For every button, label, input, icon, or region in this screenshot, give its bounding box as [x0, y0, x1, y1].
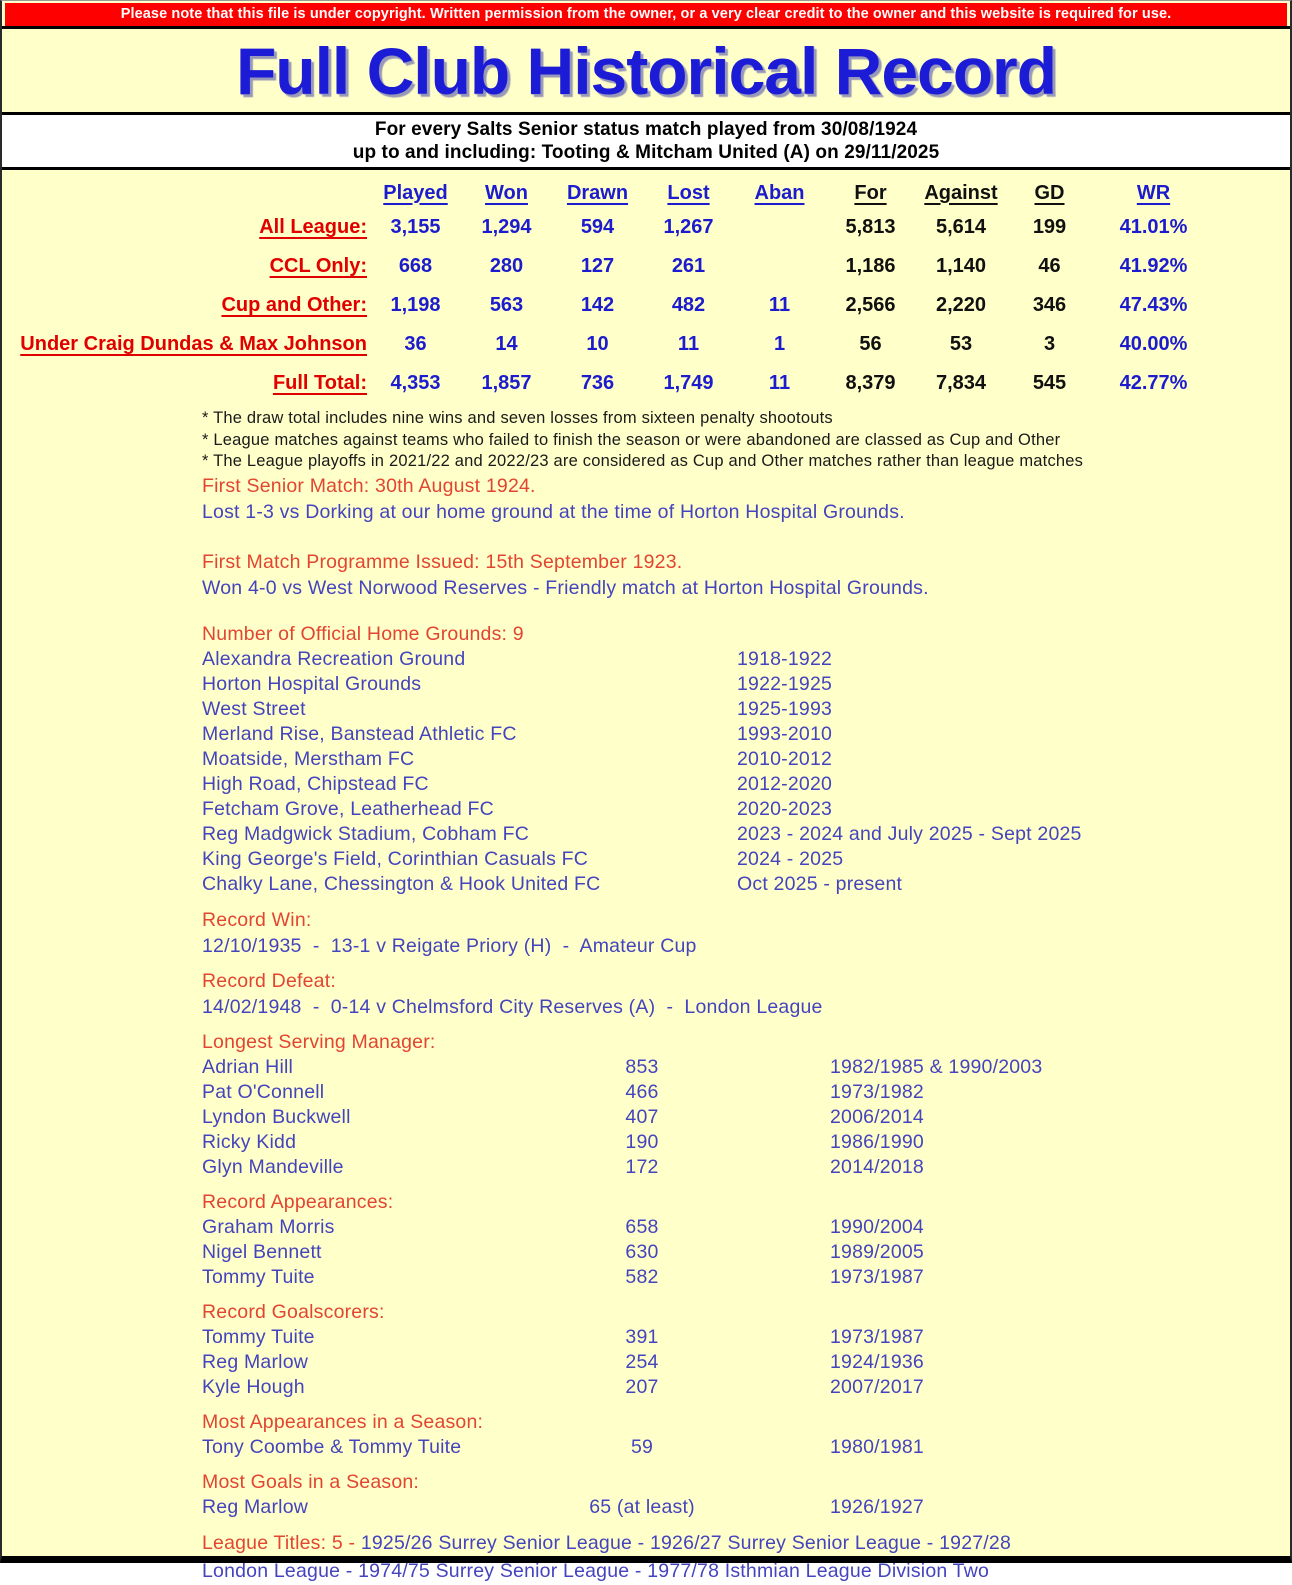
stat-gd: 545 — [1032, 372, 1067, 394]
stat-gd: 346 — [1032, 294, 1067, 316]
stat-played: 4,353 — [390, 372, 441, 394]
record-appearances-heading: Record Appearances: — [202, 1190, 394, 1213]
record-name: Reg Marlow — [202, 1350, 309, 1373]
record-years: 1926/1927 — [830, 1495, 924, 1518]
subtitle-line-1: For every Salts Senior status match played from 30/08/1924 — [374, 118, 918, 140]
record-goalscorers-heading: Record Goalscorers: — [202, 1300, 385, 1323]
footnote: * League matches against teams who failed to finish the season or were abandoned are classed as Cup and Other — [202, 430, 1061, 449]
league-titles-line-1 — [202, 1529, 1270, 1557]
subtitle-line-2: up to and including: Tooting & Mitcham United (A) on 29/11/2025 — [352, 141, 940, 163]
record-goalscorers-section — [202, 1299, 1270, 1400]
stat-won: 563 — [489, 294, 524, 316]
stats-table — [2, 178, 1290, 403]
home-grounds-section — [202, 621, 1270, 897]
most-appearances-season-heading: Most Appearances in a Season: — [202, 1410, 484, 1433]
ground-name: King George's Field, Corinthian Casuals FC — [202, 847, 589, 870]
record-value: 254 — [625, 1350, 659, 1373]
record-years: 1990/2004 — [830, 1215, 924, 1238]
ground-years: 2012-2020 — [737, 772, 833, 795]
ground-name: Fetcham Grove, Leatherhead FC — [202, 797, 494, 820]
record-appearances-list — [202, 1215, 1270, 1290]
ground-years: 2020-2023 — [737, 797, 833, 820]
record-value: 391 — [625, 1325, 659, 1348]
record-name: Ricky Kidd — [202, 1130, 297, 1153]
ground-years: Oct 2025 - present — [737, 872, 903, 895]
stat-lost: 11 — [677, 333, 700, 355]
record-defeat-heading: Record Defeat: — [202, 969, 336, 992]
stat-wr: 41.01% — [1119, 216, 1188, 238]
stat-played: 1,198 — [390, 294, 441, 316]
stat-for: 5,813 — [845, 216, 896, 238]
stat-aban: 11 — [768, 372, 791, 394]
stat-against: 5,614 — [935, 216, 987, 238]
record-value: 466 — [625, 1080, 659, 1103]
most-goals-season-heading: Most Goals in a Season: — [202, 1470, 420, 1493]
stat-lost: 482 — [671, 294, 706, 316]
stat-against: 53 — [949, 333, 973, 355]
stat-lost: 1,267 — [663, 216, 714, 238]
stat-played: 36 — [404, 333, 427, 355]
record-name: Reg Marlow — [202, 1495, 309, 1518]
record-name: Kyle Hough — [202, 1375, 305, 1398]
ground-name: Moatside, Merstham FC — [202, 747, 415, 770]
stat-lost: 1,749 — [663, 372, 714, 394]
stat-gd: 3 — [1043, 333, 1056, 355]
col-header-lost: Lost — [667, 181, 710, 204]
stat-drawn: 594 — [580, 216, 615, 238]
record-name: Adrian Hill — [202, 1055, 294, 1078]
record-years: 1989/2005 — [830, 1240, 924, 1263]
most-goals-season-section — [202, 1469, 1270, 1520]
ground-years: 2024 - 2025 — [737, 847, 844, 870]
record-name: Nigel Bennett — [202, 1240, 322, 1263]
stat-for: 56 — [859, 333, 882, 355]
first-senior-match-heading: First Senior Match: 30th August 1924. — [202, 474, 536, 497]
stat-wr: 42.77% — [1119, 372, 1188, 394]
stat-for: 8,379 — [845, 372, 896, 394]
record-years: 2014/2018 — [830, 1155, 924, 1178]
stat-drawn: 736 — [580, 372, 615, 394]
footnotes — [202, 408, 1270, 473]
first-senior-match-detail: Lost 1-3 vs Dorking at our home ground at the time of Horton Hospital Grounds. — [202, 500, 905, 523]
record-name: Tony Coombe & Tommy Tuite — [202, 1435, 462, 1458]
record-name: Pat O'Connell — [202, 1080, 325, 1103]
record-win-section — [202, 907, 1270, 959]
record-years: 1973/1982 — [830, 1080, 924, 1103]
stats-row-label: All League: — [259, 216, 367, 238]
record-win-heading: Record Win: — [202, 908, 312, 931]
stat-for: 2,566 — [845, 294, 896, 316]
first-programme-heading: First Match Programme Issued: 15th September 1923. — [202, 550, 683, 573]
ground-years: 1993-2010 — [737, 722, 833, 745]
record-name: Tommy Tuite — [202, 1265, 315, 1288]
stat-gd: 199 — [1032, 216, 1067, 238]
stat-against: 7,834 — [935, 372, 987, 394]
col-header-drawn: Drawn — [566, 181, 629, 204]
ground-years: 1918-1922 — [737, 647, 833, 670]
footnote: * The draw total includes nine wins and seven losses from sixteen penalty shootouts — [202, 409, 833, 427]
stat-gd: 46 — [1038, 255, 1061, 277]
record-years: 2006/2014 — [830, 1105, 924, 1128]
record-years: 1980/1981 — [830, 1435, 924, 1458]
ground-name: High Road, Chipstead FC — [202, 772, 429, 795]
record-appearances-section — [202, 1189, 1270, 1290]
stat-won: 14 — [495, 333, 518, 355]
col-header-won: Won — [485, 181, 528, 204]
longest-serving-manager-heading: Longest Serving Manager: — [202, 1030, 436, 1053]
record-years: 1973/1987 — [830, 1265, 924, 1288]
ground-name: Reg Madgwick Stadium, Cobham FC — [202, 822, 529, 845]
most-appearances-season-list — [202, 1435, 1270, 1460]
ground-years: 2023 - 2024 and July 2025 - Sept 2025 — [737, 822, 1082, 845]
longest-serving-manager-section — [202, 1029, 1270, 1180]
record-value: 207 — [625, 1375, 659, 1398]
stat-against: 1,140 — [935, 255, 987, 277]
record-value: 658 — [625, 1215, 659, 1238]
record-years: 1973/1987 — [830, 1325, 924, 1348]
record-value: 65 (at least) — [589, 1495, 695, 1518]
stat-played: 668 — [398, 255, 433, 277]
stat-lost: 261 — [671, 255, 706, 277]
main-content — [2, 170, 1290, 1585]
stats-row-label: Cup and Other: — [221, 294, 367, 316]
stat-drawn: 10 — [586, 333, 609, 355]
record-name: Graham Morris — [202, 1215, 335, 1238]
ground-years: 1925-1993 — [737, 697, 833, 720]
record-value: 59 — [630, 1435, 654, 1458]
record-value: 407 — [625, 1105, 659, 1128]
stat-wr: 40.00% — [1119, 333, 1188, 355]
ground-name: Alexandra Recreation Ground — [202, 647, 466, 670]
home-grounds-heading: Number of Official Home Grounds: 9 — [202, 622, 524, 645]
league-titles-text-1: 1925/26 Surrey Senior League - 1926/27 Surrey Senior League - 1927/28 — [360, 1531, 1011, 1554]
record-years: 1986/1990 — [830, 1130, 924, 1153]
footnote: * The League playoffs in 2021/22 and 2022/23 are considered as Cup and Other matches rather than league matches — [202, 452, 1084, 470]
league-titles-line-2: London League - 1974/75 Surrey Senior League - 1977/78 Isthmian League Division Two — [202, 1559, 990, 1582]
home-grounds-list — [202, 647, 1270, 897]
stat-won: 1,294 — [481, 216, 532, 238]
col-header-wr: WR — [1136, 181, 1171, 204]
record-goalscorers-list — [202, 1325, 1270, 1400]
copyright-banner: Please note that this file is under copyright. Written permission from the owner, or a very clear credit to the owner and this website is required for use. — [5, 3, 1287, 26]
ground-years: 1922-1925 — [737, 672, 833, 695]
stat-aban: 1 — [773, 333, 786, 355]
record-name: Glyn Mandeville — [202, 1155, 344, 1178]
league-titles-heading: League Titles: 5 - — [202, 1531, 356, 1554]
col-header-gd: GD — [1034, 181, 1065, 204]
first-programme-detail: Won 4-0 vs West Norwood Reserves - Friendly match at Horton Hospital Grounds. — [202, 576, 929, 599]
stat-drawn: 142 — [580, 294, 615, 316]
stat-against: 2,220 — [935, 294, 987, 316]
stat-played: 3,155 — [390, 216, 441, 238]
first-senior-match-section — [202, 473, 1270, 525]
ground-name: Merland Rise, Banstead Athletic FC — [202, 722, 517, 745]
ground-name: Chalky Lane, Chessington & Hook United FC — [202, 872, 601, 895]
ground-name: Horton Hospital Grounds — [202, 672, 422, 695]
record-defeat-section — [202, 968, 1270, 1020]
col-header-aban: Aban — [754, 181, 805, 204]
stat-won: 280 — [489, 255, 524, 277]
ground-years: 2010-2012 — [737, 747, 833, 770]
record-value: 172 — [625, 1155, 659, 1178]
stats-row-label: CCL Only: — [269, 255, 367, 277]
most-goals-season-list — [202, 1495, 1270, 1520]
col-header-for: For — [854, 181, 887, 204]
record-value: 582 — [625, 1265, 659, 1288]
col-header-against: Against — [924, 181, 998, 204]
stat-wr: 41.92% — [1119, 255, 1188, 277]
record-name: Tommy Tuite — [202, 1325, 315, 1348]
record-value: 630 — [625, 1240, 659, 1263]
stat-for: 1,186 — [845, 255, 896, 277]
record-value: 190 — [625, 1130, 659, 1153]
stat-aban: 11 — [768, 294, 791, 316]
title-band — [2, 29, 1290, 112]
stat-won: 1,857 — [481, 372, 532, 394]
stats-row-label: Under Craig Dundas & Max Johnson — [20, 333, 367, 355]
record-name: Lyndon Buckwell — [202, 1105, 351, 1128]
league-titles-section — [202, 1529, 1270, 1585]
page-title: Full Club Historical Record — [235, 33, 1057, 108]
most-appearances-season-section — [202, 1409, 1270, 1460]
ground-name: West Street — [202, 697, 306, 720]
record-years: 1924/1936 — [830, 1350, 924, 1373]
record-years: 2007/2017 — [830, 1375, 924, 1398]
stat-wr: 47.43% — [1119, 294, 1188, 316]
subtitle-band — [2, 115, 1290, 167]
stats-row-label: Full Total: — [272, 372, 367, 394]
first-programme-section — [202, 549, 1270, 601]
longest-serving-manager-list — [202, 1055, 1270, 1180]
record-defeat-detail: 14/02/1948 - 0-14 v Chelmsford City Reserves (A) - London League — [202, 995, 823, 1018]
stat-drawn: 127 — [580, 255, 615, 277]
record-years: 1982/1985 & 1990/2003 — [830, 1055, 1043, 1078]
record-win-detail: 12/10/1935 - 13-1 v Reigate Priory (H) - Amateur Cup — [202, 934, 697, 957]
record-value: 853 — [625, 1055, 659, 1078]
col-header-played: Played — [383, 181, 448, 204]
